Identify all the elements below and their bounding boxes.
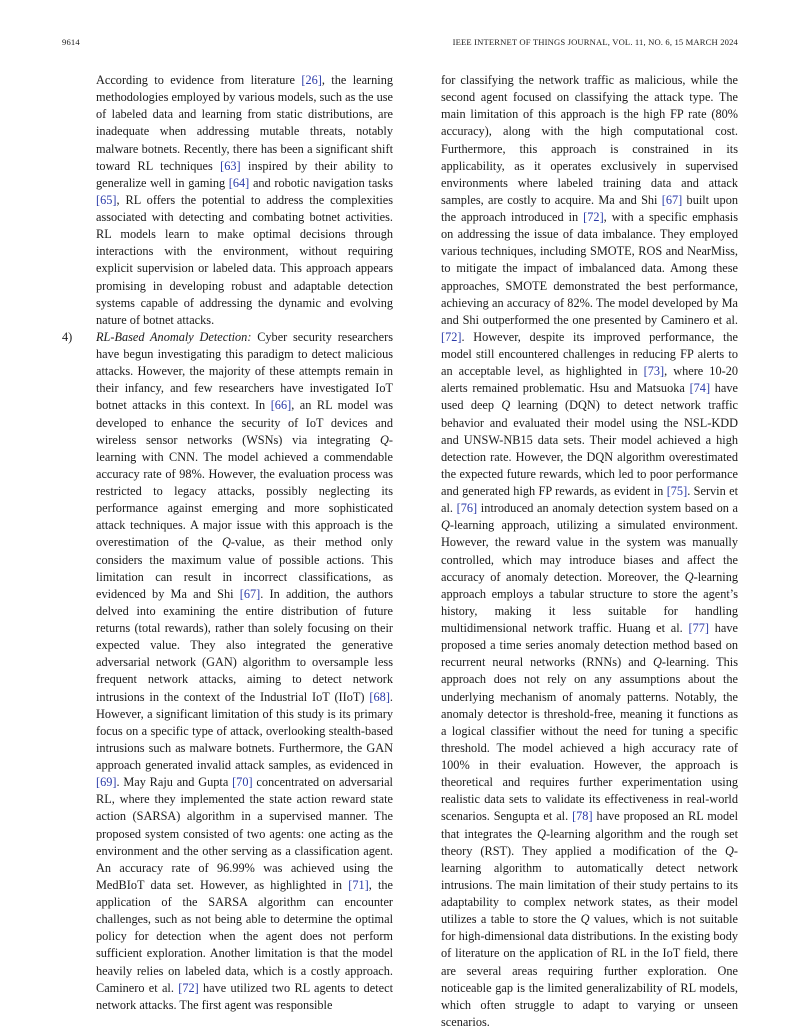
text-run: According to evidence from literature — [96, 73, 302, 87]
text-run: , the learning methodologies employed by various models, such as the use of labeled data and learning from static distributions, are inadequate when addressing mutable threats, notably malware botnets. Recently, there has been a significant shift toward RL techniques — [96, 73, 393, 173]
continuation-paragraph — [441, 72, 738, 1031]
math-q: Q — [684, 569, 694, 584]
text-run: . Servin et al. — [441, 484, 739, 516]
citation-78[interactable]: [78] — [572, 809, 593, 824]
citation-69[interactable]: [69] — [96, 775, 117, 790]
citation-72[interactable]: [72] — [583, 210, 604, 224]
text-run: for classifying the network traffic as malicious, while the second agent focused on classifying the attack type. The main limitation of this approach is the high FP rate (80% accuracy), along with the high computational cost. Furthermore, this approach is constrained in its applicability, as it operates exclusively in supervised environments where labeled training data and attack samples, are costly to acquire. Ma and Shi — [441, 73, 738, 207]
text-run: have used deep — [441, 381, 738, 413]
math-q: Q — [441, 518, 450, 533]
citation-75[interactable]: [75] — [666, 484, 688, 498]
citation-73[interactable]: [73] — [643, 364, 665, 379]
right-column — [441, 72, 738, 1031]
math-q: Q — [221, 535, 231, 550]
citation-26[interactable]: [26] — [301, 73, 322, 87]
text-run: , RL offers the potential to address the complexities associated with detecting and combating botnet activities. RL models learn to make optimal decisions through interactions with the environment, without requiring explicit supervision or labeled data. This approach appears promising in developing robust and adaptable detection systems capable of addressing the dynamic and evolving nature of botnet attacks. — [96, 192, 393, 327]
citation-67[interactable]: [67] — [661, 192, 683, 207]
text-run: built upon the approach introduced in — [441, 192, 738, 224]
running-header — [62, 37, 738, 51]
math-q: Q — [652, 655, 662, 670]
math-q: Q — [537, 826, 546, 841]
text-run: -learning approach, utilizing a simulated environment. However, the reward value in the system was manually controlled, which may introduce biases and affect the accuracy of anomaly detection. Moreover, the — [441, 518, 738, 584]
text-run: concentrated on adversarial RL, where they implemented the state action reward state action (SARSA) algorithm in a supervised manner. The proposed system consisted of two agents: one acting as the environment and the other serving as a classification agent. An accuracy rate of 96.99% was achieved using the MedBIoT data set. However, as highlighted in — [96, 775, 393, 892]
text-run: , with a specific emphasis on addressing the issue of data imbalance. They employed various techniques, including SMOTE, ROS and NearMiss, to mitigate the impact of imbalanced data. Among these approaches, SMOTE demonstrated the best performance, achieving an accuracy of 82%. The model developed by Ma and Shi outperformed the one presented by Caminero et al. — [441, 210, 738, 327]
citation-63[interactable]: [63] — [220, 158, 241, 173]
list-item-number: 4) — [62, 329, 73, 344]
text-run: have proposed a time series anomaly detection method based on recurrent neural networks (RNNs) and — [441, 621, 738, 670]
text-run: . However, a significant limitation of this study is its primary focus on a specific type of attack, overlooking stealth-based intrusions such as malware botnets. Furthermore, the GAN approach generated invalid attack samples, as evidenced in — [96, 689, 393, 772]
section-title: RL-Based Anomaly Detection: — [96, 329, 252, 344]
text-run: Cyber security researchers have begun investigating this paradigm to detect malicious attacks. However, the majority of these attempts remain in their infancy, and few researchers have investigated IoT botnet attacks in this context. In — [96, 329, 393, 413]
left-column — [62, 72, 394, 1014]
citation-65[interactable]: [65] — [96, 192, 117, 207]
text-run: -learning with CNN. The model achieved a commendable accuracy rate of 98%. However, the evaluation process was restricted to legacy attacks, possibly neglecting its performance against emerging and more sophisticated attack techniques. A major issue with this approach is the overestimation of the — [96, 432, 393, 550]
text-run: , the application of the SARSA algorithm can encounter challenges, such as not being able to determine the optimal policy for detection when the agent does not perform sufficient exploration. Another limitation is that the model heavily relies on labeled data, which is a costly approach. Caminero et al. — [96, 877, 394, 995]
list-item-rl-anomaly-detection — [62, 329, 394, 1014]
journal-header: IEEE INTERNET OF THINGS JOURNAL, VOL. 11, NO. 6, 15 MARCH 2024 — [452, 37, 738, 47]
citation-71[interactable]: [71] — [348, 877, 369, 892]
text-run: . May Raju and Gupta — [116, 775, 233, 790]
text-run: learning (DQN) to detect network traffic behavior and evaluated their model using the NSL-KDD and UNSW-NB15 data sets. Their model achieved a high detection rate. However, the DQN algorithm overestimated the expected future rewards, which led to poor performance and generated high FP rewards, as evident in — [441, 398, 739, 498]
text-run: inspired by their ability to generalize well in gaming — [96, 158, 393, 190]
citation-72[interactable]: [72] — [178, 980, 199, 995]
text-run: . In addition, the authors delved into examining the entire distribution of future returns (total rewards), rather than solely focusing on their expected value. They also integrated the generative adversarial network (GAN) algorithm to oversample less frequent network attacks, aiming to detect network intrusions in the context of the Industrial IoT (IIoT) — [96, 586, 394, 704]
text-run: -learning algorithm to automatically detect network intrusions. The main limitation of their study pertains to its adaptability to complex network states, as their model utilizes a table to store the — [441, 843, 738, 927]
citation-72[interactable]: [72] — [441, 329, 462, 344]
text-run: -learning. This approach does not rely on any assumptions about the underlying mechanism of anomaly patterns. Notably, the anomaly detector is threshold-free, meaning it functions as a logical classifier without the need for tuning a specific threshold. The model achieved a high accuracy rate of 100% in their evaluation. However, the approach is theoretical and requires further experimentation using realistic data sets to validate its effectiveness in real-world scenarios. Sengupta et al. — [441, 655, 738, 824]
math-q: Q — [725, 843, 734, 858]
citation-76[interactable]: [76] — [456, 501, 478, 516]
text-run: -learning algorithm and the rough set theory (RST). They applied a modification of the — [441, 826, 738, 858]
page-number: 9614 — [62, 37, 80, 47]
text-run: , where 10-20 alerts remained problematic. Hsu and Matsuoka — [441, 364, 738, 396]
citation-66[interactable]: [66] — [270, 398, 292, 413]
text-run: -learning approach employs a tabular structure to store the agent’s history, making it less suitable for handling multidimensional network traffic. Huang et al. — [441, 569, 738, 635]
text-run: introduced an anomaly detection system based on a — [477, 501, 738, 516]
citation-70[interactable]: [70] — [232, 775, 253, 790]
citation-74[interactable]: [74] — [689, 381, 711, 396]
text-run: . However, despite its improved performance, the model still encountered challenges in reducing FP alerts to an acceptable level, as highlighted in — [441, 329, 738, 379]
citation-64[interactable]: [64] — [228, 175, 250, 190]
citation-68[interactable]: [68] — [369, 689, 390, 704]
math-q: Q — [501, 398, 511, 413]
math-q: Q — [380, 432, 389, 447]
text-run: values, which is not suitable for high-dimensional data distributions. In the existing body of literature on the application of RL in the IoT field, there are several areas requiring further exploration. One noticeable gap is the limited generalizability of RL models, which often struggle to adapt to varying or unseen scenarios. — [441, 912, 739, 1029]
text-run: and robotic navigation tasks — [249, 175, 394, 190]
citation-67[interactable]: [67] — [239, 586, 261, 601]
text-run: have proposed an RL model that integrates the — [441, 809, 739, 841]
math-q: Q — [580, 912, 590, 927]
text-run: , an RL model was developed to enhance the security of IoT devices and wireless sensor networks (WSNs) via integrating — [96, 398, 393, 447]
intro-paragraph — [96, 72, 393, 329]
text-run: -value, as their method only considers the maximum value of possible actions. This limitation can result in incorrect classifications, as evidenced by Ma and Shi — [96, 535, 393, 601]
text-run: have utilized two RL agents to detect network attacks. The first agent was responsible — [96, 980, 393, 1012]
citation-77[interactable]: [77] — [688, 621, 709, 635]
